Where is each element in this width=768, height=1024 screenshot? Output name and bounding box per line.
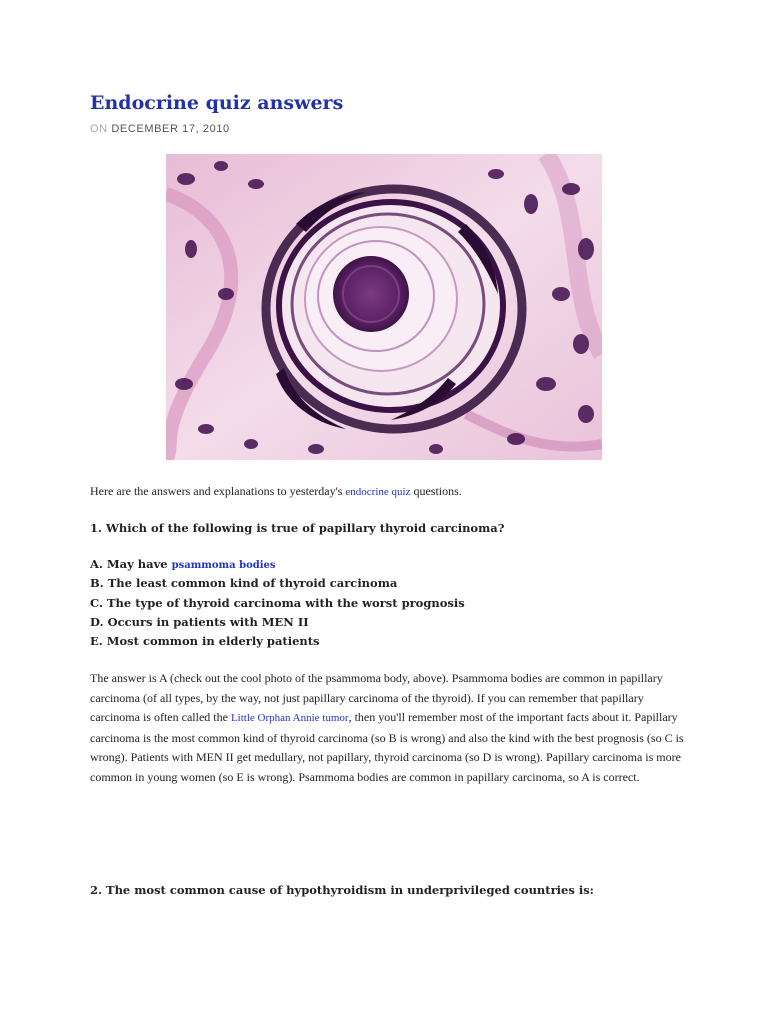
- option-a: [90, 557, 276, 571]
- intro-text-after: questions.: [410, 484, 462, 498]
- answer-text-part1: The answer is A (check out the cool photo of the psammoma body, above). Psammoma bodies are common in papillary carcinoma (of all types, by the way, not just papillary carcinoma of the thyroid). If you can remember that papillary carcinoma is often called the: [90, 671, 663, 724]
- option-d: D. Occurs in patients with MEN II: [90, 615, 309, 629]
- psammoma-bodies-link[interactable]: psammoma bodies: [171, 560, 276, 571]
- question-2: 2. The most common cause of hypothyroidism in underprivileged countries is:: [90, 883, 594, 897]
- question-1: 1. Which of the following is true of papillary thyroid carcinoma?: [90, 521, 505, 535]
- post-meta: [90, 123, 230, 135]
- post-date: DECEMBER 17, 2010: [111, 123, 230, 135]
- intro-text-before: Here are the answers and explanations to yesterday's: [90, 484, 346, 498]
- option-a-text: A. May have: [90, 557, 172, 571]
- post-title[interactable]: Endocrine quiz answers: [90, 92, 344, 114]
- option-c: C. The type of thyroid carcinoma with the worst prognosis: [90, 596, 465, 610]
- psammoma-body-photo: [166, 154, 602, 460]
- little-orphan-annie-link[interactable]: Little Orphan Annie tumor: [230, 712, 349, 724]
- option-b: B. The least common kind of thyroid carcinoma: [90, 576, 398, 590]
- answer-text-part2: , then you'll remember most of the important facts about it. Papillary carcinoma is the most common kind of thyroid carcinoma (so B is wrong) and also the kind with the best prognosis (so C is wrong). Patients with MEN II get medullary, not papillary, thyroid carcinoma (so D is wrong). Papillary carcinoma is more common in young women (so E is wrong). Psammoma bodies are common in papillary carcinoma, so A is correct.: [90, 710, 684, 784]
- intro-paragraph: [90, 482, 690, 503]
- post-meta-prefix: ON: [90, 123, 108, 135]
- endocrine-quiz-link[interactable]: endocrine quiz: [345, 486, 411, 498]
- option-e: E. Most common in elderly patients: [90, 634, 320, 648]
- answer-paragraph: [90, 669, 690, 787]
